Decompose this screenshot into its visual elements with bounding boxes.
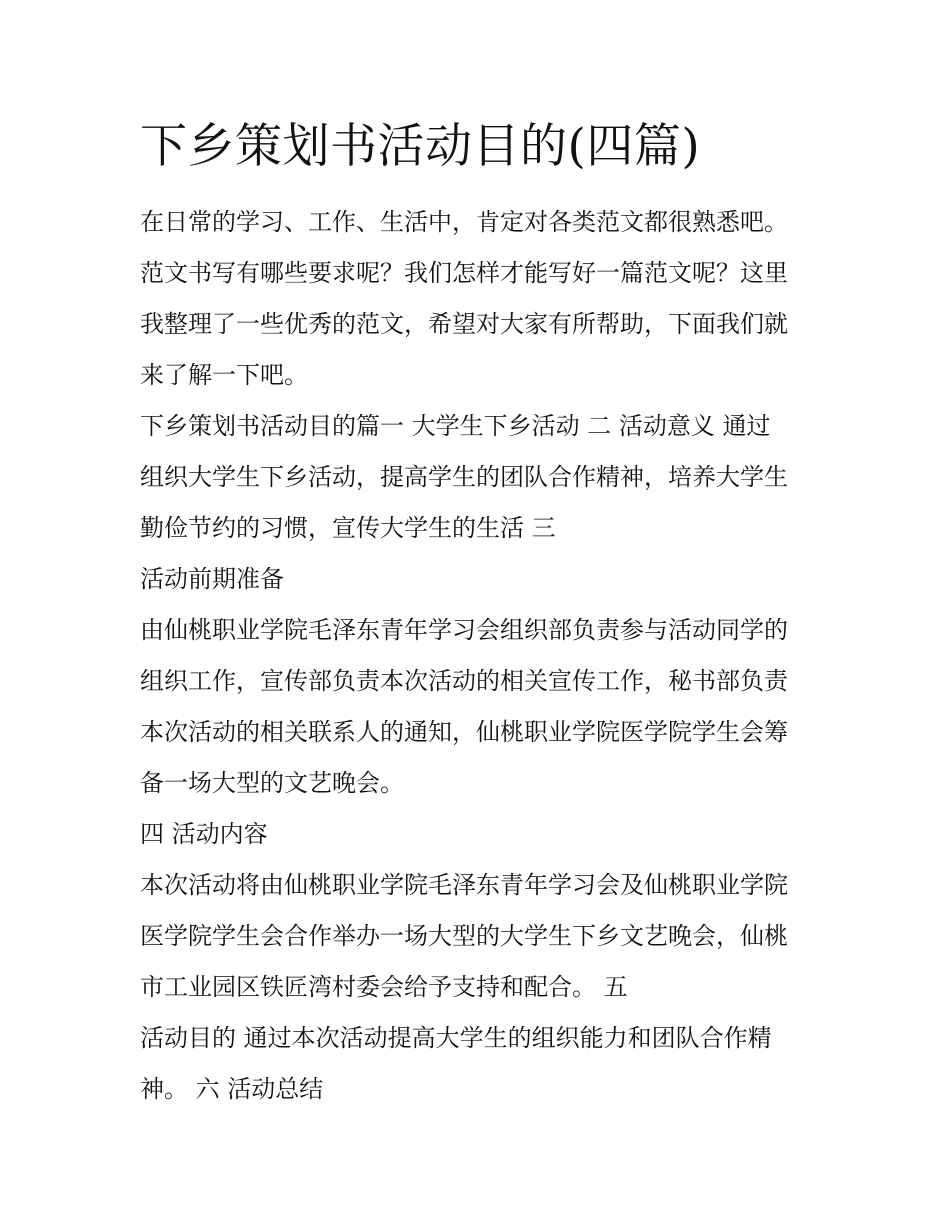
document-body xyxy=(140,197,820,1115)
paragraph-line: 组织工作，宣传部负责本次活动的相关宣传工作，秘书部负责 xyxy=(140,667,788,695)
paragraph-line: 我整理了一些优秀的范文，希望对大家有所帮助，下面我们就 xyxy=(140,310,788,338)
paragraph-line: 神。 六 活动总结 xyxy=(140,1075,324,1103)
paragraph-line: 在日常的学习、工作、生活中，肯定对各类范文都很熟悉吧。 xyxy=(140,208,788,236)
paragraph-line: 备一场大型的文艺晚会。 xyxy=(140,769,404,797)
paragraph-line: 勤俭节约的习惯，宣传大学生的生活 三 xyxy=(140,514,556,542)
paragraph-line: 下乡策划书活动目的篇一 大学生下乡活动 二 活动意义 通过 xyxy=(140,412,771,440)
paragraph-line: 医学院学生会合作举办一场大型的大学生下乡文艺晚会，仙桃 xyxy=(140,922,788,950)
paragraph-line: 来了解一下吧。 xyxy=(140,361,308,389)
paragraph-line: 范文书写有哪些要求呢？我们怎样才能写好一篇范文呢？这里 xyxy=(140,259,788,287)
section-heading: 四 活动内容 xyxy=(140,820,268,848)
paragraph-line: 由仙桃职业学院毛泽东青年学习会组织部负责参与活动同学的 xyxy=(140,616,788,644)
paragraph-line: 组织大学生下乡活动，提高学生的团队合作精神，培养大学生 xyxy=(140,463,788,491)
paragraph-line: 活动目的 通过本次活动提高大学生的组织能力和团队合作精 xyxy=(140,1024,772,1052)
paragraph-line: 本次活动将由仙桃职业学院毛泽东青年学习会及仙桃职业学院 xyxy=(140,871,788,899)
paragraph-line: 市工业园区铁匠湾村委会给予支持和配合。 五 xyxy=(140,973,628,1001)
section-heading: 活动前期准备 xyxy=(140,565,284,593)
page-title: 下乡策划书活动目的(四篇) xyxy=(140,119,701,174)
paragraph-line: 本次活动的相关联系人的通知，仙桃职业学院医学院学生会筹 xyxy=(140,718,788,746)
